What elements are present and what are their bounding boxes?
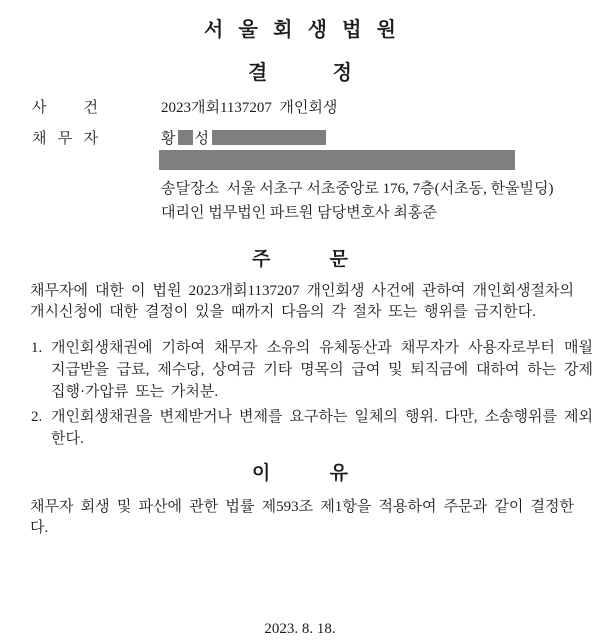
service-address-line: 송달장소 서울 서초구 서초중앙로 176, 7층(서초동, 한울빌딩) bbox=[161, 181, 554, 197]
decision-date: 2023. 8. 18. bbox=[264, 621, 336, 637]
redaction-box-name-middle bbox=[178, 130, 193, 145]
order-section-heading bbox=[0, 244, 600, 271]
case-label: 사 건 bbox=[32, 100, 98, 116]
reason-heading-text: 이 유 bbox=[252, 463, 348, 484]
court-name-text: 서 울 회 생 법 원 bbox=[204, 19, 396, 41]
document-type-text: 결 정 bbox=[248, 62, 352, 84]
redaction-box-address-line bbox=[159, 150, 515, 170]
list-item-1: 1. 개인회생채권에 기하여 채무자 소유의 유체동산과 채무자가 사용자로부터 매월 지급받을 급료, 제수당, 상여금 기타 명목의 급여 및 퇴직금에 대하여 하는 강제집행·가압류 또는 가처분. bbox=[49, 337, 593, 403]
court-name-heading bbox=[0, 13, 600, 42]
debtor-name-suffix: 성 bbox=[194, 131, 209, 147]
debtor-name-prefix: 황 bbox=[161, 131, 176, 147]
debtor-row bbox=[32, 130, 326, 149]
document-type-heading bbox=[0, 56, 600, 85]
redaction-box-name-rest bbox=[212, 130, 326, 145]
order-heading-text: 주 문 bbox=[252, 249, 348, 270]
case-number-value: 2023개회1137207 개인회생 bbox=[161, 100, 338, 116]
reason-body-paragraph: 채무자 회생 및 파산에 관한 법률 제593조 제1항을 적용하여 주문과 같이 결정한다. bbox=[30, 499, 574, 536]
case-number-row bbox=[32, 99, 337, 118]
order-body-paragraph: 채무자에 대한 이 법원 2023개회1137207 개인회생 사건에 관하여 개인회생절차의 개시신청에 대한 결정이 있을 때까지 다음의 각 절차 또는 행위를 금지한다. bbox=[30, 283, 574, 320]
debtor-label: 채 무 자 bbox=[32, 131, 98, 147]
list-item-2: 2. 개인회생채권을 변제받거나 변제를 요구하는 일체의 행위. 다만, 소송행위를 제외한다. bbox=[49, 406, 593, 450]
debtor-name bbox=[161, 130, 326, 149]
prohibited-acts-list bbox=[30, 337, 593, 450]
attorney-line: 대리인 법무법인 파트원 담당변호사 최홍준 bbox=[161, 205, 437, 221]
reason-section-heading bbox=[0, 458, 600, 485]
